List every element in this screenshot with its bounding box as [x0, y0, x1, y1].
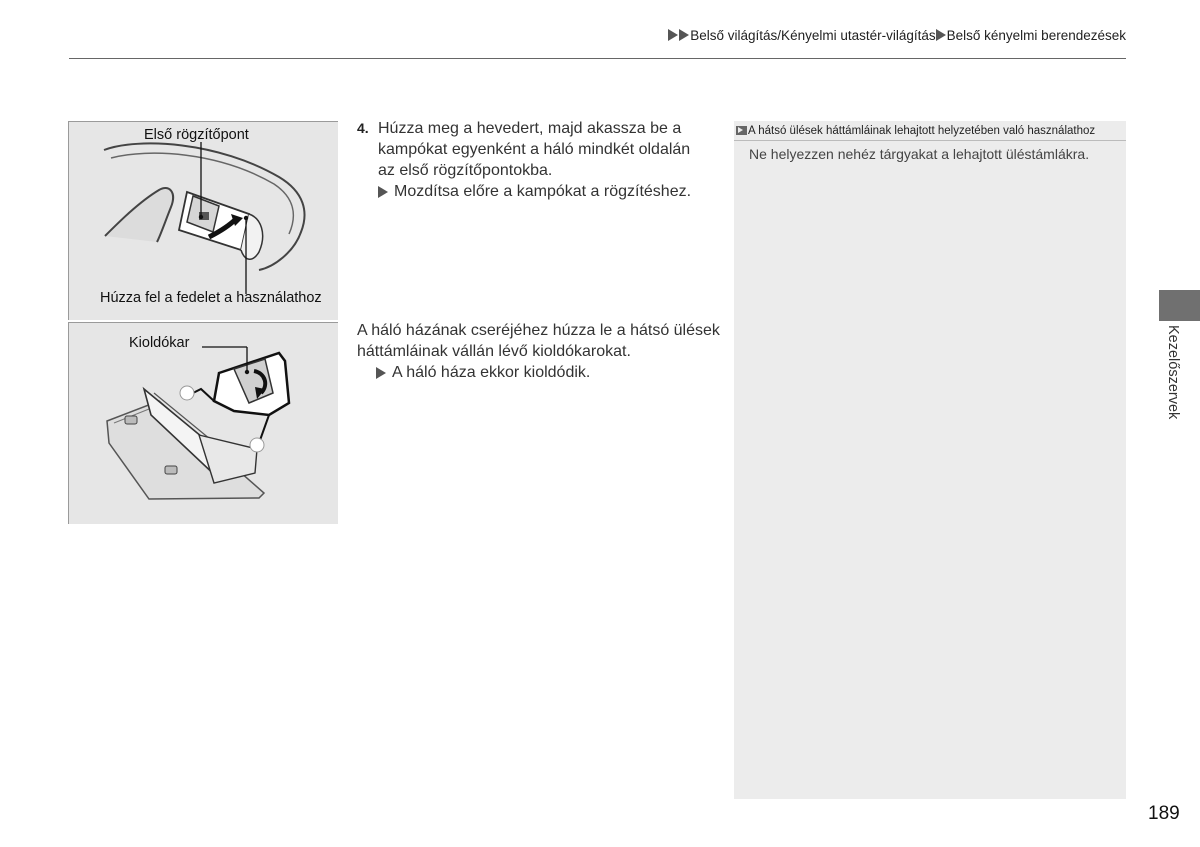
step-substep: [378, 181, 717, 202]
sidebar-note-body: Ne helyezzen nehéz tárgyakat a lehajtott üléstámlákra.: [749, 146, 1090, 162]
sidebar-note-title: A hátsó ülések háttámláinak lehajtott helyzetében való használathoz: [748, 124, 1096, 137]
breadcrumb-item[interactable]: Belső kényelmi berendezések: [946, 27, 1126, 43]
section-tab-label: Kezelőszervek: [1165, 325, 1181, 420]
substep-text: A háló háza ekkor kioldódik.: [392, 364, 591, 381]
step-line: az első rögzítőpontokba.: [378, 162, 553, 179]
header-rule: [69, 58, 1126, 59]
lift-cover-label: Húzza fel a fedelet a használathoz: [100, 290, 322, 306]
release-substep: [376, 362, 727, 383]
figure-release-lever: [68, 322, 338, 524]
page-number: 189: [1148, 803, 1180, 824]
note-icon: [736, 126, 747, 135]
sidebar-note-heading: [734, 121, 1126, 141]
breadcrumb-triangle-icon: [936, 29, 946, 41]
breadcrumb-triangle-icon: [679, 29, 689, 41]
front-anchor-label: Első rögzítőpont: [144, 127, 249, 143]
sidebar-note: [734, 121, 1126, 799]
release-lever-illustration: [69, 323, 338, 524]
breadcrumb-triangle-icon: [668, 29, 678, 41]
substep-text: Mozdítsa előre a kampókat a rögzítéshez.: [394, 183, 692, 200]
breadcrumb-item[interactable]: Belső világítás/Kényelmi utastér-világítás: [690, 27, 936, 43]
step-line: kampókat egyenként a háló mindkét oldalán: [378, 141, 691, 158]
release-paragraph: [357, 320, 727, 383]
paragraph-line: háttámláinak vállán lévő kioldókarokat.: [357, 343, 631, 360]
breadcrumb: [668, 26, 1126, 44]
figure-front-anchor: [68, 121, 338, 320]
paragraph-line: A háló házának cseréjéhez húzza le a hátsó ülések: [357, 322, 720, 339]
step-line: Húzza meg a hevedert, majd akassza be a: [378, 120, 682, 137]
step-4: [357, 118, 717, 202]
section-tab[interactable]: [1159, 290, 1200, 321]
triangle-bullet-icon: [376, 367, 386, 379]
step-number: 4.: [357, 120, 369, 136]
release-lever-label: Kioldókar: [129, 335, 190, 351]
triangle-bullet-icon: [378, 186, 388, 198]
